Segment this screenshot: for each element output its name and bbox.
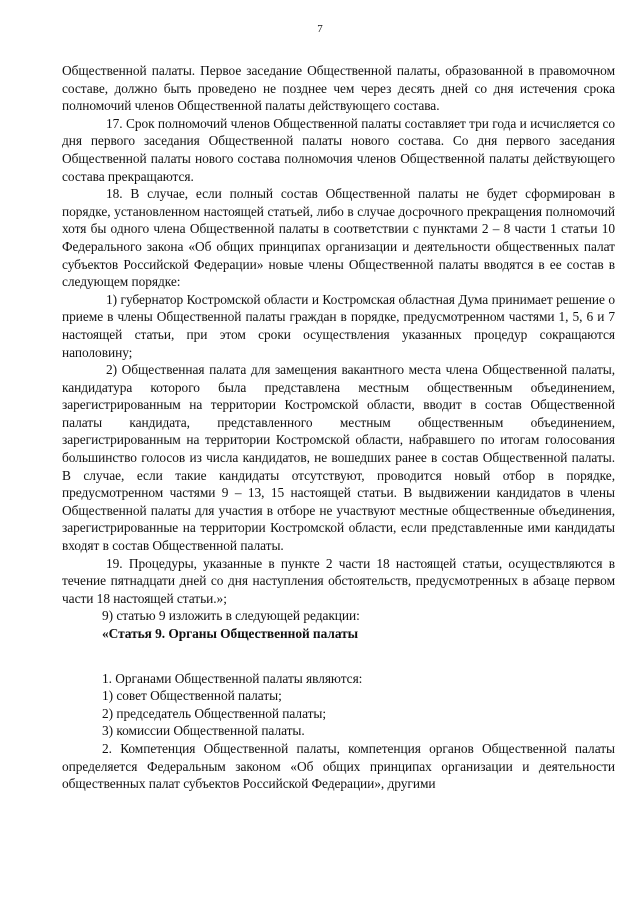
amendment-item-9: 9) статью 9 изложить в следующей редакции: [102,608,360,624]
article-heading [62,625,615,643]
spacer [62,643,615,670]
paragraph-18-item-2: 2) Общественная палата для замещения вакантного места члена Общественной палаты, кандидатура которого была представлена местным общественным объединением, зарегистрированным на территории Костромской области, вводит в состав Общественной палаты кандидата, представленного местным общественным объединением, зарегистрированным на территории Костромской области, набравшего по итогам голосования большинство голосов из числа кандидатов, не вошедших ранее в состав Общественной палаты. В случае, если такие кандидаты отсутствуют, проводится новый отбор в порядке, предусмотренном частями 9 – 13, 15 настоящей статьи. В выдвижении кандидатов в члены Общественной палаты для участия в отборе не участвуют местные общественные объединения, зарегистрированные на территории Костромской области, если представленные ими кандидаты входят в состав Общественной палаты. [62,362,615,554]
section-1-item-1: 1) совет Общественной палаты; [102,688,282,704]
page-number: 7 [317,23,323,35]
section-1: 1. Органами Общественной палаты являются: [102,670,363,686]
document-body [62,62,615,793]
paragraph-continuation: Общественной палаты. Первое заседание Общественной палаты, образованной в правомочном составе, должно быть проведено не позднее чем через десять дней со дня истечения срока полномочий членов Общественной палаты действующего состава. [62,63,615,114]
section-1-item-2: 2) председатель Общественной палаты; [102,705,327,721]
paragraph-18: 18. В случае, если полный состав Общественной палаты не будет сформирован в порядке, установленном настоящей статьей, либо в случае досрочного прекращения полномочий хотя бы одного члена Общественной палаты в соответствии с пунктами 2 – 8 части 1 статьи 10 Федерального закона «Об общих принципах организации и деятельности общественных палат субъектов Российской Федерации» новые члены Общественной палаты вводятся в ее состав в следующем порядке: [62,186,615,290]
paragraph-19: 19. Процедуры, указанные в пункте 2 части 18 настоящей статьи, осуществляются в течение пятнадцати дней со дня наступления обстоятельств, предусмотренных в абзаце первом части 18 настоящей статьи.»; [62,555,615,606]
section-1-item-3: 3) комиссии Общественной палаты. [102,723,305,739]
article-heading-text: «Статья 9. Органы Общественной палаты [102,626,359,641]
paragraph-18-item-1: 1) губернатор Костромской области и Костромская областная Дума принимает решение о приеме в члены Общественной палаты граждан в порядке, предусмотренном частями 1, 5, 6 и 7 настоящей статьи, при этом сроки осуществления указанных процедур сокращаются наполовину; [62,291,615,360]
section-2: 2. Компетенция Общественной палаты, компетенция органов Общественной палаты определяется Федеральным законом «Об общих принципах организации и деятельности общественных палат субъектов Российской Федерации», другими [62,740,615,792]
paragraph-17: 17. Срок полномочий членов Общественной палаты составляет три года и исчисляется со дня первого заседания Общественной палаты нового состава. Со дня первого заседания Общественной палаты нового состава полномочия членов Общественной палаты действующего состава прекращаются. [62,115,615,184]
